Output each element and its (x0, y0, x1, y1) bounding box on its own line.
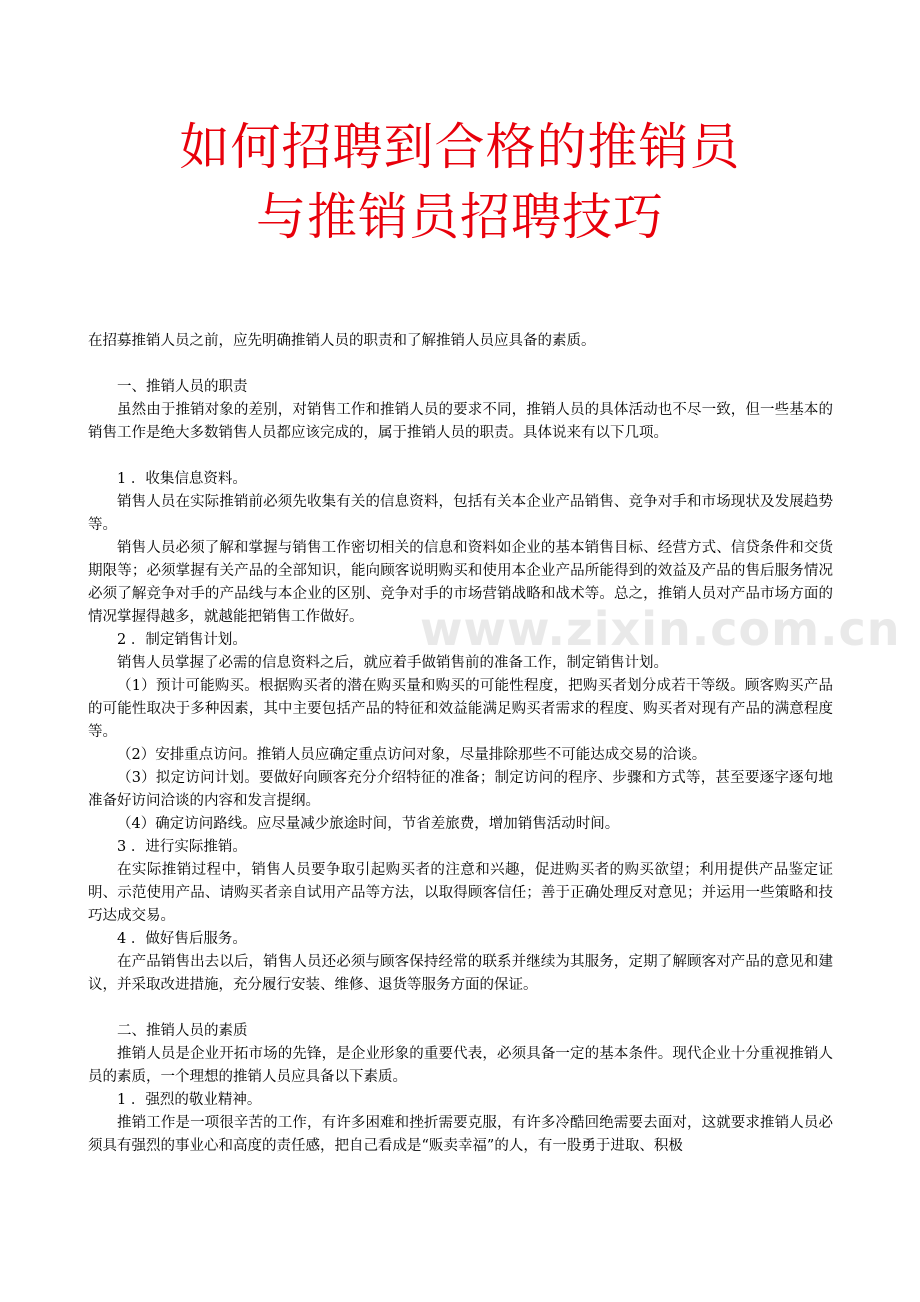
paragraph: 销售人员在实际推销前必须先收集有关的信息资料，包括有关本企业产品销售、竞争对手和市场现状及发展趋势等。 (88, 494, 833, 533)
sub-item: （3）拟定访问计划。要做好向顾客充分介绍特征的准备；制定访问的程序、步骤和方式等，甚至要逐字逐句地准备好访问洽谈的内容和发言提纲。 (88, 770, 833, 809)
section-heading-qualities: 二、推销人员的素质 (117, 1023, 248, 1039)
sub-item: （1）预计可能购买。根据购买者的潜在购买量和购买的可能性程度，把购买者划分成若干等级。顾客购买产品的可能性取决于多种因素，其中主要包括产品的特征和效益能满足购买者需求的程度、购买者对现有产品的满意程度等。 (88, 678, 833, 740)
item-heading: 1 ．收集信息资料。 (117, 471, 247, 487)
intro-paragraph: 在招募推销人员之前，应先明确推销人员的职责和了解推销人员应具备的素质。 (88, 333, 596, 349)
watermark: www.zixin.com.cn (420, 602, 901, 656)
document-title-line-2: 与推销员招聘技巧 (256, 188, 664, 246)
paragraph: 销售人员掌握了必需的信息资料之后，就应着手做销售前的准备工作，制定销售计划。 (117, 655, 668, 671)
item-heading: 2 ．制定销售计划。 (117, 632, 247, 648)
paragraph: 推销人员是企业开拓市场的先锋，是企业形象的重要代表，必须具备一定的基本条件。现代企业十分重视推销人员的素质，一个理想的推销人员应具备以下素质。 (88, 1046, 833, 1085)
section-heading-duties: 一、推销人员的职责 (117, 379, 248, 395)
sub-item: （2）安排重点访问。推销人员应确定重点访问对象，尽量排除那些不可能达成交易的洽谈。 (117, 747, 707, 763)
paragraph: 在实际推销过程中，销售人员要争取引起购买者的注意和兴趣，促进购买者的购买欲望；利用提供产品鉴定证明、示范使用产品、请购买者亲自试用产品等方法，以取得顾客信任；善于正确处理反对意见；并运用一些策略和技巧达成交易。 (88, 862, 833, 924)
document-body (88, 330, 833, 1158)
paragraph: 虽然由于推销对象的差别，对销售工作和推销人员的要求不同，推销人员的具体活动也不尽一致，但一些基本的销售工作是绝大多数销售人员都应该完成的，属于推销人员的职责。具体说来有以下几项。 (88, 402, 833, 441)
document-title-line-1: 如何招聘到合格的推销员 (179, 118, 741, 176)
paragraph: 在产品销售出去以后，销售人员还必须与顾客保持经常的联系并继续为其服务，定期了解顾客对产品的意见和建议，并采取改进措施，充分履行安装、维修、退货等服务方面的保证。 (88, 954, 833, 993)
sub-item: （4）确定访问路线。应尽量减少旅途时间，节省差旅费，增加销售活动时间。 (117, 816, 620, 832)
paragraph: 销售人员必须了解和掌握与销售工作密切相关的信息和资料如企业的基本销售目标、经营方式、信贷条件和交货期限等；必须掌握有关产品的全部知识，能向顾客说明购买和使用本企业产品所能得到的效益及产品的售后服务情况 必须了解竞争对手的产品线与本企业的区别、竞争对手的市场营销战略和战术等。总之，推销人员对产品市场方面的情况掌握得越多，就越能把销售工作做好。 (88, 540, 833, 625)
item-heading: 1 ．强烈的敬业精神。 (117, 1092, 262, 1108)
paragraph: 推销工作是一项很辛苦的工作，有许多困难和挫折需要克服，有许多冷酷回绝需要去面对，这就要求推销人员必须具有强烈的事业心和高度的责任感，把自己看成是“贩卖幸福”的人，有一股勇于进取、积极 (88, 1115, 833, 1154)
item-heading: 4 ．做好售后服务。 (117, 931, 247, 947)
item-heading: 3 ．进行实际推销。 (117, 839, 247, 855)
